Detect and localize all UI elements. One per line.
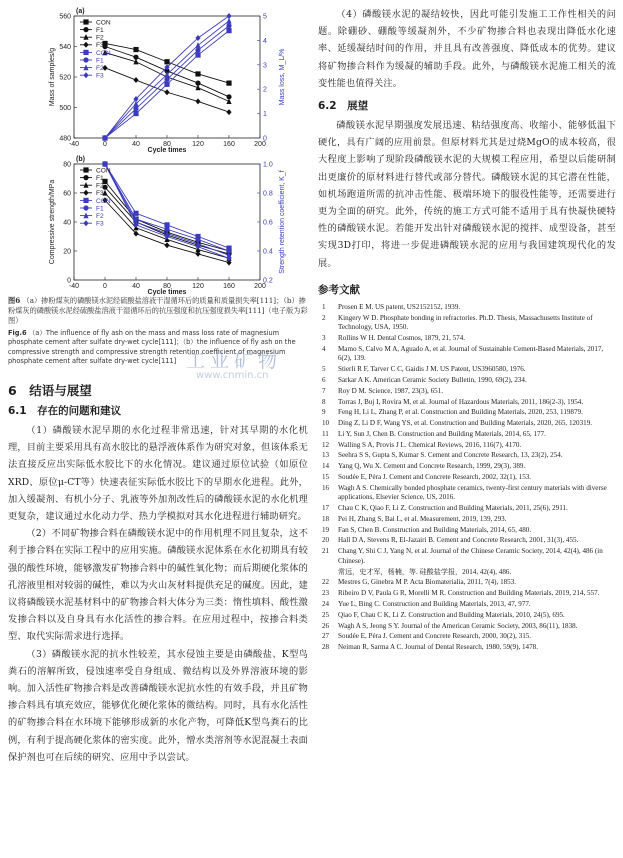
figure-caption-cn: [8, 296, 308, 327]
data-point: [195, 48, 200, 53]
right-column: [318, 6, 616, 654]
legend-label: F2: [96, 213, 104, 220]
reference-number: 8: [322, 397, 326, 406]
legend-marker: [83, 19, 88, 24]
reference-number: 11: [322, 429, 329, 438]
reference-item: [318, 430, 616, 440]
y2-tick-label: 0: [263, 135, 267, 143]
reference-number: 18: [322, 514, 330, 523]
data-point: [195, 71, 200, 76]
reference-text: Roy D M. Science, 1987, 23(3), 651.: [338, 386, 444, 395]
x-tick-label: 0: [103, 141, 107, 148]
data-point: [226, 81, 231, 86]
y2-tick-label: 0.2: [263, 277, 273, 285]
figure-label-en: Fig.6: [8, 328, 27, 337]
reference-text: Mestres G, Ginebra M P. Acta Biomaterialia, 2011, 7(4), 1853.: [338, 578, 517, 587]
reference-number: 27: [322, 632, 330, 641]
reference-number: [318, 568, 338, 578]
legend-label: F1: [96, 205, 104, 213]
legend-marker: [83, 175, 88, 180]
reference-text: Stierli R F, Tarver C C, Gaidis J M. US Patent, US3960580, 1976.: [338, 365, 526, 374]
reference-text: Torras J, Buj I, Rovira M, et al. Journal of Hazardous Materials, 2011, 186(2-3), 1954.: [338, 397, 584, 406]
y-tick-label: 500: [59, 105, 71, 112]
figure-caption-text: （a）掺粉煤灰的磷酸镁水泥经硫酸盐溶液干湿循环后的质量和质量损失率[111]；（b）掺粉煤灰的磷酸镁水泥经硫酸盐溶液干湿循环后的抗压强度和抗压强度损失率[111]（电子版为彩图）: [8, 296, 308, 326]
data-point: [195, 42, 200, 48]
y2-tick-label: 1.0: [263, 161, 273, 169]
reference-number: 4: [322, 344, 326, 353]
reference-text: Li Y, Sun J, Chen B. Construction and Building Materials, 2014, 65, 177.: [338, 429, 546, 438]
reference-item: [318, 600, 616, 610]
reference-item: [318, 303, 616, 313]
references-list: [318, 303, 616, 653]
data-point: [195, 52, 200, 57]
y-tick-label: 0: [67, 277, 71, 285]
subsection-heading: 6.1 存在的问题和建议: [8, 404, 122, 417]
data-point: [226, 109, 231, 115]
reference-number: 23: [322, 589, 330, 598]
legend-label: F2: [96, 65, 104, 72]
reference-item: [318, 462, 616, 472]
reference-text: Neiman R, Sarma A C. Journal of Dental Research, 1980, 59(9), 1478.: [338, 643, 538, 652]
x-axis-label: Cycle times: [147, 147, 187, 154]
reference-number: 15: [322, 472, 330, 481]
reference-text: 常远，史才军，杨楠，等. 硅酸盐学报，2014, 42(4), 486.: [338, 567, 512, 576]
legend-marker: [83, 57, 88, 62]
reference-item: [318, 314, 616, 333]
chart-mass-loss: [8, 4, 308, 154]
data-point: [164, 77, 169, 82]
left-column: [8, 4, 308, 766]
reference-text: Chau C K, Qiao F, Li Z. Construction and Building Materials, 2011, 25(6), 2911.: [338, 504, 568, 513]
data-point: [226, 23, 231, 28]
legend-label: F1: [96, 57, 104, 65]
legend-marker: [83, 220, 88, 226]
data-point: [164, 242, 169, 248]
y-axis-label: Compressive strength/MPa: [49, 179, 56, 265]
data-point: [226, 13, 231, 19]
legend-marker: [83, 190, 88, 196]
legend-marker: [83, 198, 88, 203]
y-tick-label: 60: [63, 190, 71, 198]
reference-item: [318, 589, 616, 599]
reference-item: [318, 376, 616, 386]
reference-item: [318, 408, 616, 418]
data-point: [164, 82, 169, 87]
data-point: [164, 59, 169, 64]
reference-item: [318, 622, 616, 632]
x-tick-label: 200: [254, 283, 266, 290]
data-point: [133, 77, 138, 83]
y2-tick-label: 3: [263, 62, 267, 70]
x-tick-label: 200: [254, 141, 266, 148]
paragraph-1: （1）磷酸镁水泥早期的水化过程非常迅速，针对其早期的水化机理，目前主要采用具有高水胶比的悬浮液体系作为研究对象，但该体系无法直接反应出实际低水胶比下的水化情况。建议通过原位试验（如原位XRD、原位μ-CT等）快速表征实际低水胶比下的早期水化进程。此外，加入缓凝剂、有机小分子、乳液等外加剂改性后的磷酸镁水泥的水化机理更复杂，建议通过水化动力学、热力学模拟对其水化进程进行辅助研究。: [8, 424, 308, 522]
reference-text: Walling S A, Provis J L. Chemical Reviews, 2016, 116(7), 4170.: [338, 440, 522, 449]
x-axis-label: Cycle times: [147, 289, 187, 296]
reference-number: 17: [322, 504, 330, 513]
reference-text: Wagh A S. Chemically bonded phosphate ceramics, twenty-first century materials with diverse applications, Elsevier Science, US, 2016.: [338, 483, 607, 502]
y2-tick-label: 0.6: [263, 219, 273, 227]
reference-text: Pei H, Zhang S, Bai L, et al. Measurement, 2019, 139, 293.: [338, 514, 507, 523]
x-tick-label: 160: [223, 283, 235, 290]
reference-number: 21: [322, 547, 330, 556]
y2-tick-label: 2: [263, 86, 267, 94]
reference-number: 2: [322, 313, 326, 322]
y2-tick-label: 1: [263, 111, 267, 119]
paragraph-4: （4）磷酸镁水泥的凝结较快，因此可能引发施工工作性相关的问题。除硼砂、硼酸等缓凝剂外，不少矿物掺合料也表现出降低水化速率、延缓凝结时间的作用，并且具有改善强度、降低成本的优势。建议将矿物掺合料作为缓凝的辅助手段。此外，与磷酸镁水泥施工相关的流变性能也值得关注。: [318, 9, 616, 89]
y2-axis-label: Strength retention coefficient, K_f: [279, 170, 286, 274]
x-tick-label: 40: [132, 141, 140, 148]
reference-item: [318, 515, 616, 525]
y2-tick-label: 5: [263, 13, 267, 21]
reference-number: 16: [322, 483, 330, 492]
y2-tick-label: 0.4: [263, 248, 273, 256]
watermark: 工业矿物: [186, 350, 283, 372]
legend-marker: [83, 205, 88, 210]
reference-number: 13: [322, 451, 330, 460]
x-tick-label: 120: [192, 283, 204, 290]
legend-marker: [83, 72, 88, 78]
legend-label: CON: [96, 167, 111, 175]
x-tick-label: 80: [163, 283, 171, 290]
reference-number: 14: [322, 462, 330, 471]
reference-text: Soudée E, Péra J. Cement and Concrete Research, 2002, 32(1), 153.: [338, 472, 532, 481]
reference-text: Qiao F, Chau C K, Li Z. Construction and Building Materials, 2010, 24(5), 695.: [338, 610, 565, 619]
reference-number: 10: [322, 419, 330, 428]
reference-text: Yue L, Bing C. Construction and Building Materials, 2013, 47, 977.: [338, 599, 531, 608]
reference-text: Hall D A, Stevens R, El-Jazairi B. Cement and Concrete Research, 2001, 31(3), 455.: [338, 536, 579, 545]
reference-item: [318, 568, 616, 578]
legend-label: F1: [96, 175, 104, 182]
legend-label: F3: [96, 72, 104, 80]
y-tick-label: 80: [63, 161, 71, 169]
reference-item: [318, 643, 616, 653]
figure-caption-en-text: （a）The influence of fly ash on the mass and mass loss rate of magnesium phosphate cement after sulfate dry-wet cycle[111]；（b）the influence of fly ash on the compressive strength and compressive strength retention coefficient of magnesium phosphate cement after sulfate dry-wet cycle[111]: [8, 328, 296, 366]
chart-compressive-strength: [8, 154, 308, 296]
data-point: [133, 111, 138, 116]
y-tick-label: 20: [63, 248, 71, 256]
watermark-url: www.cnmin.cn: [196, 370, 269, 381]
y2-tick-label: 0.8: [263, 190, 273, 198]
reference-number: 25: [322, 610, 330, 619]
references-title: 参考文献: [318, 283, 360, 296]
reference-text: Rollins W H. Dental Cosmos, 1879, 21, 574.: [338, 334, 466, 342]
data-point: [133, 47, 138, 52]
reference-item: [318, 578, 616, 588]
figure-label: 图6: [8, 296, 21, 305]
legend-label: F1: [96, 27, 104, 34]
y-tick-label: 520: [59, 74, 71, 82]
data-point: [164, 89, 169, 95]
legend-label: CON: [96, 19, 111, 27]
reference-text: Mamo S, Calvo M A, Aguado A, et al. Journal of Sustainable Cement-Based Materials, 2017, 6(2), 139.: [338, 344, 604, 363]
reference-text: Sarkar A K. American Ceramic Society Bulletin, 1990, 69(2), 234.: [338, 375, 527, 384]
y-tick-label: 560: [59, 13, 71, 21]
data-point: [133, 106, 138, 111]
x-tick-label: 160: [223, 141, 235, 148]
x-tick-label: 0: [103, 283, 107, 290]
legend-label: CON: [96, 49, 111, 57]
reference-text: Prosen E M. US patent, US2152152, 1939.: [338, 302, 461, 311]
reference-text: Chang Y, Shi C J, Yang N, et al. Journal of the Chinese Ceramic Society, 2014, 42(4), 486 (in Chinese).: [338, 547, 603, 565]
reference-item: [318, 484, 616, 503]
x-tick-label: -40: [68, 141, 80, 148]
reference-item: [318, 451, 616, 461]
reference-item: [318, 419, 616, 429]
y2-tick-label: 4: [263, 37, 267, 45]
legend-label: CON: [96, 197, 111, 205]
reference-number: 12: [322, 440, 330, 449]
reference-item: [318, 398, 616, 408]
reference-number: 22: [322, 578, 330, 587]
legend-marker: [83, 27, 88, 32]
paragraph-3: （3）磷酸镁水泥的抗水性较差，其水侵蚀主要是由磷酸盐、K型鸟粪石的溶解所致，侵蚀速率受自身组成、微结构以及外界溶液环境的影响。加入活性矿物掺合料是改善磷酸镁水泥抗水性的有效手段，并且矿物掺合料具有填充效应，能够优化硬化浆体的微结构。同时，具有水化活性的矿物掺合料在水环境下能够形成新的水化产物，可降低K型鸟粪石的比例，有利于提高硬化浆体的密实度。此外，憎水类溶剂等水泥混凝土表面保护剂也可在后续的研究、应用中予以尝试。: [8, 648, 308, 763]
x-tick-label: -40: [68, 283, 80, 290]
x-tick-label: 80: [163, 141, 171, 148]
reference-text: Kingery W D. Phosphate bonding in refractories. Ph.D. Thesis, Massachusetts Institute of Technology, USA, 1950.: [338, 313, 593, 332]
reference-number: 26: [322, 621, 330, 630]
subsection-heading-2: 6.2 展望: [318, 100, 369, 113]
reference-item: [318, 334, 616, 344]
reference-item: [318, 536, 616, 546]
reference-item: [318, 365, 616, 375]
reference-item: [318, 441, 616, 451]
reference-text: Fan S, Chen B. Construction and Building Materials, 2014, 65, 480.: [338, 525, 532, 534]
legend-marker: [83, 167, 88, 172]
reference-number: 1: [322, 302, 326, 311]
reference-number: 28: [322, 643, 330, 652]
reference-item: [318, 504, 616, 514]
data-point: [226, 98, 231, 104]
reference-number: 19: [322, 525, 330, 534]
reference-item: [318, 632, 616, 642]
reference-text: Feng H, Li L, Zhang P, et al. Construction and Building Materials, 2020, 253, 119879.: [338, 408, 583, 417]
x-tick-label: 40: [132, 283, 140, 290]
paragraph-5: 磷酸镁水泥早期强度发展迅速、粘结强度高、收缩小、能够低温下硬化，具有广阔的应用前景。但原材料尤其是过烧MgO的成本较高，很大程度上影响了现阶段磷酸镁水泥的大规模工程应用，希望以后能研制出更廉价的原材料进行替代或部分替代。磷酸镁水泥的其它潜在性能，如机场跑道所需的抗冲击性能、极端环境下的服役性能等，还需要进行更为全面的研究。此外，传统的施工方式可能不适用于具有快凝快硬特性的磷酸镁水泥。若能开发出针对磷酸镁水泥的搅拌、成型设备，甚至实现3D打印，将进一步促进磷酸镁水泥的应用与我国建筑现代化的发展。: [318, 120, 616, 269]
reference-number: 7: [322, 386, 326, 395]
reference-item: [318, 611, 616, 621]
reference-item: [318, 387, 616, 397]
legend-label: F3: [96, 190, 104, 198]
reference-number: 3: [322, 334, 326, 342]
panel-label: (b): [76, 156, 85, 163]
panel-label: (a): [76, 8, 85, 15]
legend-marker: [83, 42, 88, 48]
paragraph-2: （2）不同矿物掺合料在磷酸镁水泥中的作用机理不同且复杂，这不利于掺合料在实际工程中的应用实施。磷酸镁水泥体系在水化初期具有较强的酸性环境，能够激发矿物掺合料中的碱性氧化物；而后期硬化浆体的孔溶液里相对较弱的碱性，难以为火山灰材料提供充足的碱度。因此，建议将磷酸镁水泥基材料中的矿物掺合料大体分为三类：惰性填料、酸性激发掺合料以及自身具有水化活性的掺合料。在应用过程中，按掺合料类型、取代实际需求进行选择。: [8, 528, 308, 643]
reference-item: [318, 473, 616, 483]
reference-text: Yang Q, Wu X. Cement and Concrete Research, 1999, 29(3), 389.: [338, 462, 526, 471]
y-tick-label: 540: [59, 44, 71, 51]
data-point: [195, 98, 200, 104]
reference-text: Soudée E, Péra J. Cement and Concrete Research, 2000, 30(2), 315.: [338, 632, 532, 641]
y-axis-label: Mass of samples/g: [49, 47, 56, 107]
y2-axis-label: Mass loss, M_L/%: [279, 48, 286, 106]
legend-label: F2: [96, 34, 104, 42]
reference-text: Seehra S S, Gupta S, Kumar S. Cement and Concrete Research, 13, 23(2), 254.: [338, 451, 563, 460]
reference-item: [318, 547, 616, 566]
legend-label: F3: [96, 42, 104, 50]
section-heading: 6 结语与展望: [8, 382, 92, 398]
reference-text: Wagh A S, Jeong S Y. Journal of the American Ceramic Society, 2003, 86(11), 1838.: [338, 621, 578, 630]
reference-text: Ding Z, Li D F, Wang YS, et al. Construction and Building Materials, 2020, 265, 120319.: [338, 419, 593, 428]
legend-label: F3: [96, 220, 104, 228]
reference-number: 9: [322, 408, 326, 417]
reference-number: 24: [322, 599, 330, 608]
reference-number: 6: [322, 375, 326, 384]
reference-number: 5: [322, 365, 326, 374]
y-tick-label: 480: [59, 135, 71, 143]
reference-item: [318, 526, 616, 536]
reference-item: [318, 345, 616, 364]
legend-label: F2: [96, 182, 104, 190]
reference-text: Ribeiro D V, Paula G R, Morelli M R. Construction and Building Materials, 2019, 214, 557.: [338, 589, 600, 598]
x-tick-label: 120: [192, 141, 204, 148]
legend-marker: [83, 50, 88, 55]
reference-number: 20: [322, 536, 330, 545]
data-point: [226, 28, 231, 33]
y-tick-label: 40: [63, 219, 71, 227]
